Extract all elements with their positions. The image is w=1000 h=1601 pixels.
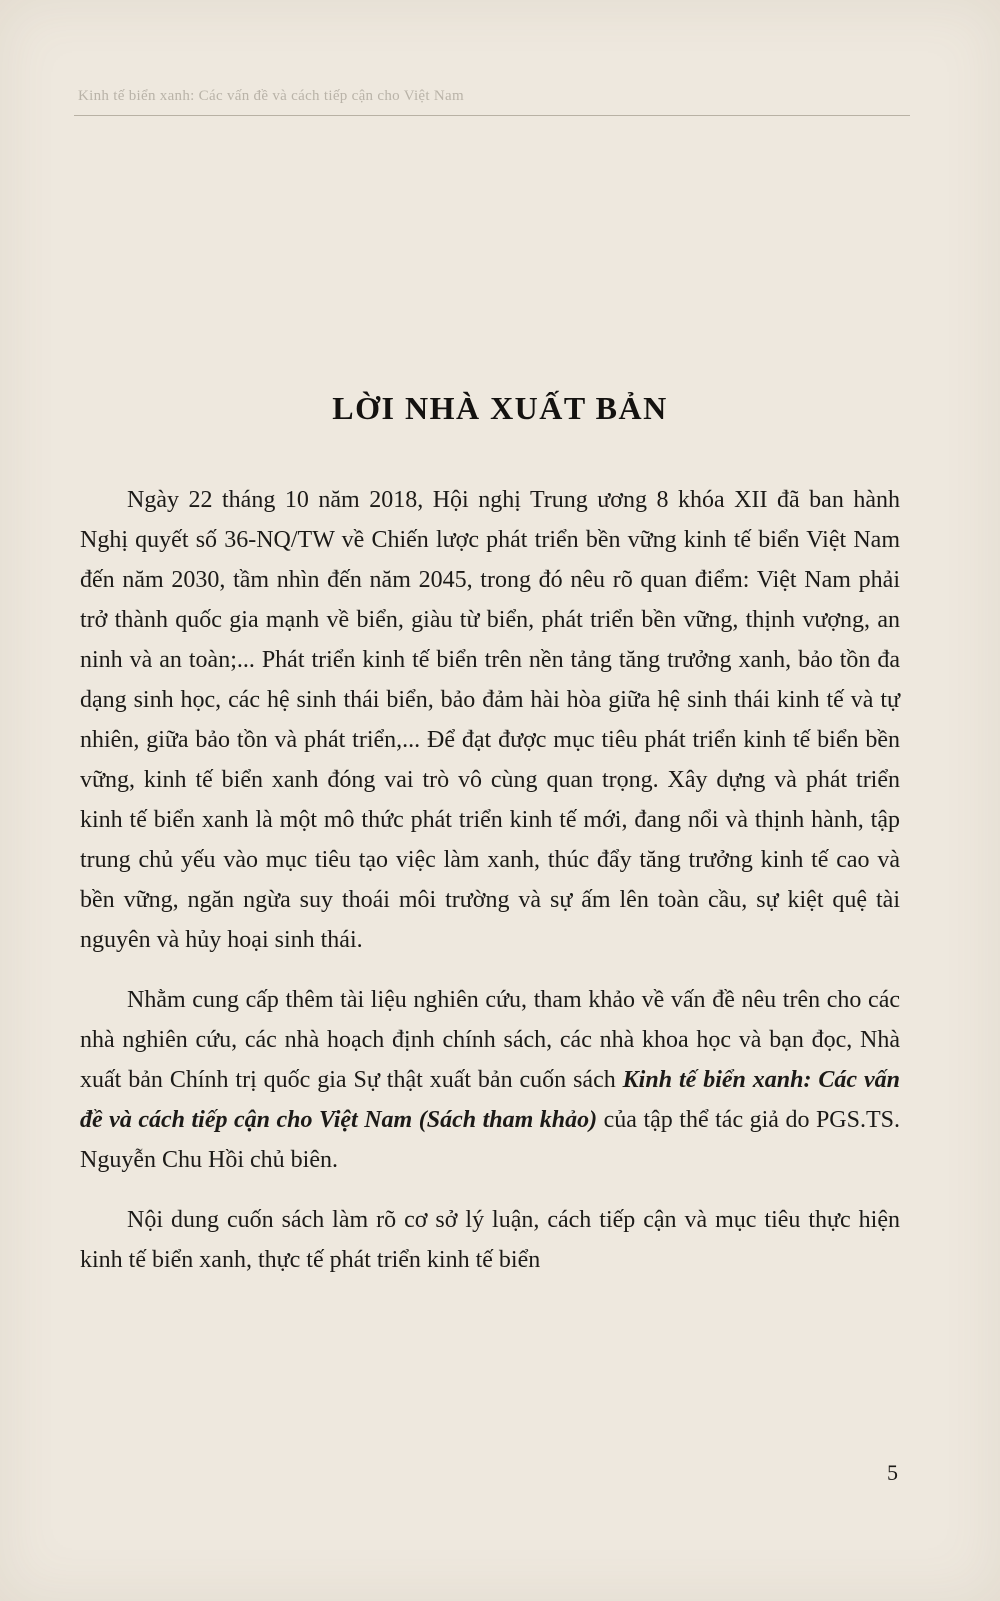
- paragraph-1: Ngày 22 tháng 10 năm 2018, Hội nghị Trung ương 8 khóa XII đã ban hành Nghị quyết số 36-NQ/TW về Chiến lược phát triển bền vững kinh tế biển Việt Nam đến năm 2030, tầm nhìn đến năm 2045, trong đó nêu rõ quan điểm: Việt Nam phải trở thành quốc gia mạnh về biển, giàu từ biển, phát triển bền vững, thịnh vượng, an ninh và an toàn;... Phát triển kinh tế biển trên nền tảng tăng trưởng xanh, bảo tồn đa dạng sinh học, các hệ sinh thái biển, bảo đảm hài hòa giữa hệ sinh thái kinh tế và tự nhiên, giữa bảo tồn và phát triển,... Để đạt được mục tiêu phát triển kinh tế biển bền vững, kinh tế biển xanh đóng vai trò vô cùng quan trọng. Xây dựng và phát triển kinh tế biển xanh là một mô thức phát triển kinh tế mới, đang nổi và thịnh hành, tập trung chủ yếu vào mục tiêu tạo việc làm xanh, thúc đẩy tăng trưởng kinh tế cao và bền vững, ngăn ngừa suy thoái môi trường và sự ấm lên toàn cầu, sự kiệt quệ tài nguyên và hủy hoại sinh thái.: [80, 487, 900, 953]
- page-number: 5: [887, 1460, 898, 1485]
- book-title: Kinh tế biển xanh: Các vấn đề và cách tiếp cận cho Việt Nam (Sách tham khảo): [80, 1067, 901, 1133]
- paragraph-2: [80, 980, 900, 1180]
- body-text: [80, 480, 900, 1280]
- page-title: LỜI NHÀ XUẤT BẢN: [332, 390, 668, 426]
- paragraph-2-before: Nhằm cung cấp thêm tài liệu nghiên cứu, tham khảo về vấn đề nêu trên cho các nhà nghiên cứu, các nhà hoạch định chính sách, các nhà khoa học và bạn đọc, Nhà xuất bản Chính trị quốc gia Sự thật xuất bản cuốn sách: [80, 987, 900, 1093]
- paragraph-3: Nội dung cuốn sách làm rõ cơ sở lý luận, cách tiếp cận và mục tiêu thực hiện kinh tế biển xanh, thực tế phát triển kinh tế biển: [80, 1207, 900, 1273]
- paragraph-2-after: của tập thể tác giả do PGS.TS. Nguyễn Chu Hồi chủ biên.: [80, 1107, 900, 1173]
- header-rule: [74, 115, 910, 116]
- running-header: Kinh tế biển xanh: Các vấn đề và cách tiếp cận cho Việt Nam: [78, 88, 464, 104]
